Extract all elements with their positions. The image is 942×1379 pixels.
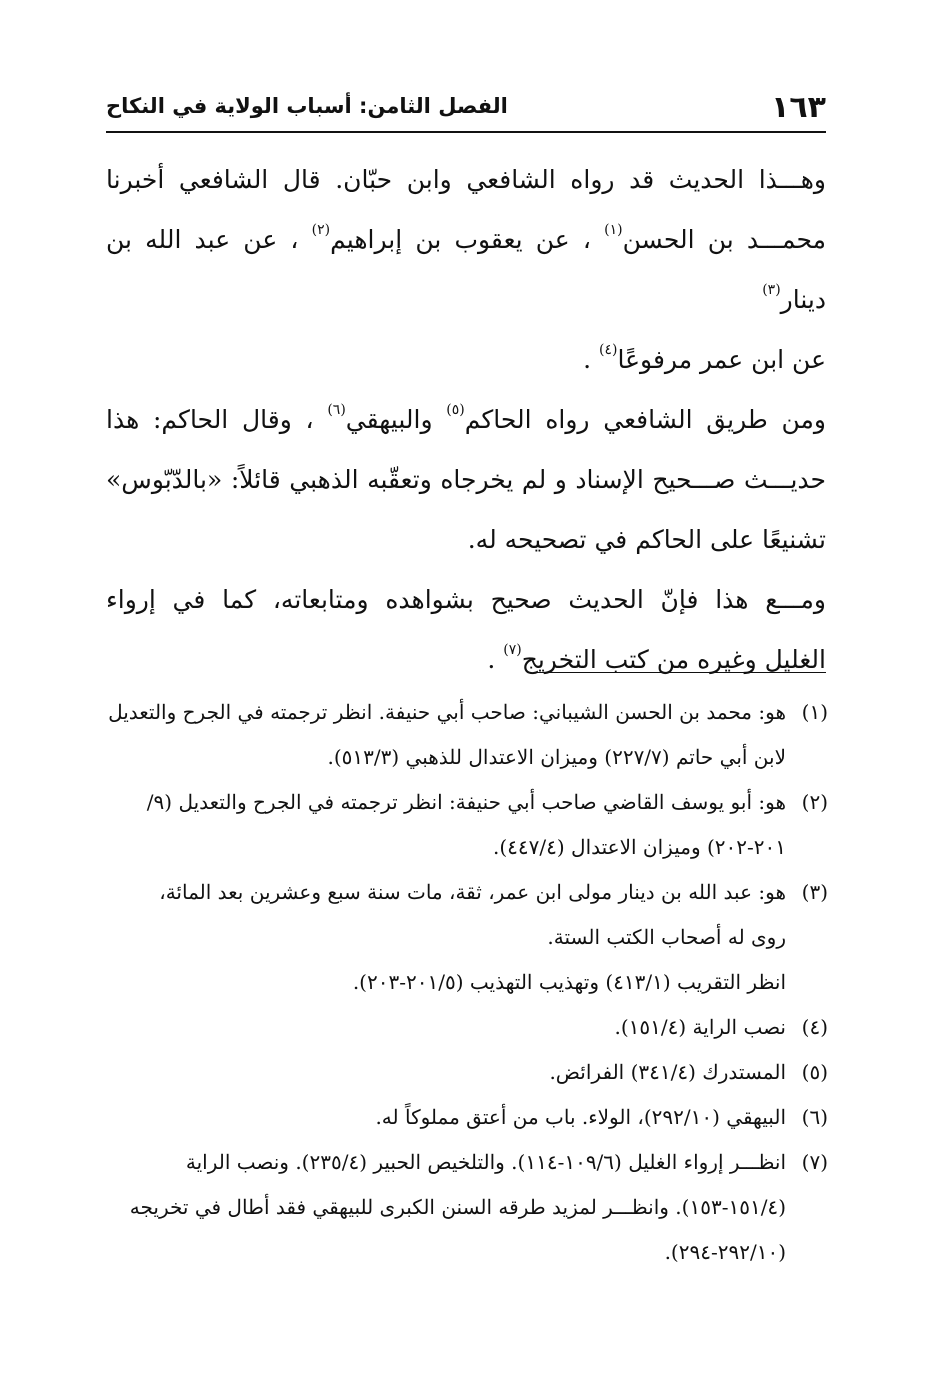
footnote-label: (١) [801,700,828,724]
footnote-label: (٢) [801,790,828,814]
footnote-line: المستدرك (٣٤١/٤) الفرائض. [549,1060,786,1084]
footnote-line: (٢٩٢/١٠-٢٩٤). [664,1240,786,1264]
page-number: ١٦٣ [771,90,826,125]
text-segment: ، عن عبد الله بن دينار [106,225,826,314]
running-title: الفصل الثامن: أسباب الولاية في النكاح [106,94,508,118]
footnote-line: ٢٠١-٢٠٢) وميزان الاعتدال (٤٤٧/٤). [492,835,786,859]
footnote-label: (٣) [801,880,828,904]
text-line: حديـــث صـــحيح الإسناد و لم يخرجاه وتعقّبه الذهبي قائلاً: «بالدّبّوس» [106,465,826,494]
text-line [106,390,826,450]
footnote-label: (٦) [801,1105,828,1129]
footnote-item [106,690,828,780]
text-segment: . [583,345,592,374]
footnote-line: (١٥١/٤-١٥٣). وانظـــر لمزيد طرقه السنن الكبرى للبيهقي فقد أطال في تخريجه [129,1195,786,1219]
text-segment: . [487,645,496,674]
footnote-line: روى له أصحاب الكتب الستة. [547,925,786,949]
footnote-line: لابن أبي حاتم (٢٢٧/٧) وميزان الاعتدال للذهبي (٥١٣/٣). [327,745,786,769]
text-line [106,630,826,690]
footnote-item [106,870,828,1005]
text-line: وهـــذا الحديث قد رواه الشافعي وابن حبّان. قال الشافعي أخبرنا [106,165,826,194]
footnote-ref-4[interactable]: (٤) [599,342,618,358]
text-segment: ومن طريق الشافعي رواه الحاكم [464,405,827,434]
footnote-ref-6[interactable]: (٦) [327,402,346,418]
header-rule [106,131,826,133]
text-line [106,330,826,390]
footnote-separator [536,672,826,673]
footnote-line: انظـــر إرواء الغليل (١٠٩/٦-١١٤). والتلخيص الحبير (٢٣٥/٤). ونصب الراية [185,1150,786,1174]
footnote-label: (٥) [801,1060,828,1084]
footnote-item [106,1005,828,1050]
footnotes [106,690,828,1275]
page-header [106,88,826,128]
footnote-item [106,780,828,870]
text-segment: ، عن يعقوب بن إبراهيم [330,225,591,254]
footnote-line: هو: محمد بن الحسن الشيباني: صاحب أبي حنيفة. انظر ترجمته في الجرح والتعديل [108,700,786,724]
footnote-label: (٧) [801,1150,828,1174]
text-line: ومـــع هذا فإنّ الحديث صحيح بشواهده ومتابعاته، كما في إرواء [106,585,826,614]
footnote-ref-1[interactable]: (١) [604,222,623,238]
footnote-item [106,1095,828,1140]
footnote-line: انظر التقريب (٤١٣/١) وتهذيب التهذيب (٢٠١/٥-٢٠٣). [352,970,786,994]
text-segment: عن ابن عمر مرفوعًا [617,345,826,374]
footnote-ref-3[interactable]: (٣) [762,282,781,298]
footnote-item [106,1140,828,1275]
text-segment: والبيهقي [345,405,433,434]
footnote-line: هو: عبد الله بن دينار مولى ابن عمر، ثقة، مات سنة سبع وعشرين بعد المائة، [159,880,786,904]
main-text [106,150,826,690]
text-segment: محمـــد بن الحسن [622,225,827,254]
text-line [106,210,826,330]
paragraph-1 [106,150,826,390]
footnote-line: البيهقي (٢٩٢/١٠)، الولاء. باب من أعتق مملوكاً له. [375,1105,786,1129]
footnote-item [106,1050,828,1095]
text-segment: ، وقال الحاكم: هذا [106,405,314,434]
footnote-line: نصب الراية (١٥١/٤). [614,1015,786,1039]
paragraph-2 [106,390,826,570]
footnote-line: هو: أبو يوسف القاضي صاحب أبي حنيفة: انظر ترجمته في الجرح والتعديل (٩/ [146,790,786,814]
footnote-ref-5[interactable]: (٥) [446,402,465,418]
footnote-ref-2[interactable]: (٢) [311,222,331,238]
text-segment: الغليل وغيره من كتب التخريج [521,645,826,674]
footnote-ref-7[interactable]: (٧) [503,642,522,658]
text-line: تشنيعًا على الحاكم في تصحيحه له. [467,525,826,554]
footnote-label: (٤) [801,1015,828,1039]
